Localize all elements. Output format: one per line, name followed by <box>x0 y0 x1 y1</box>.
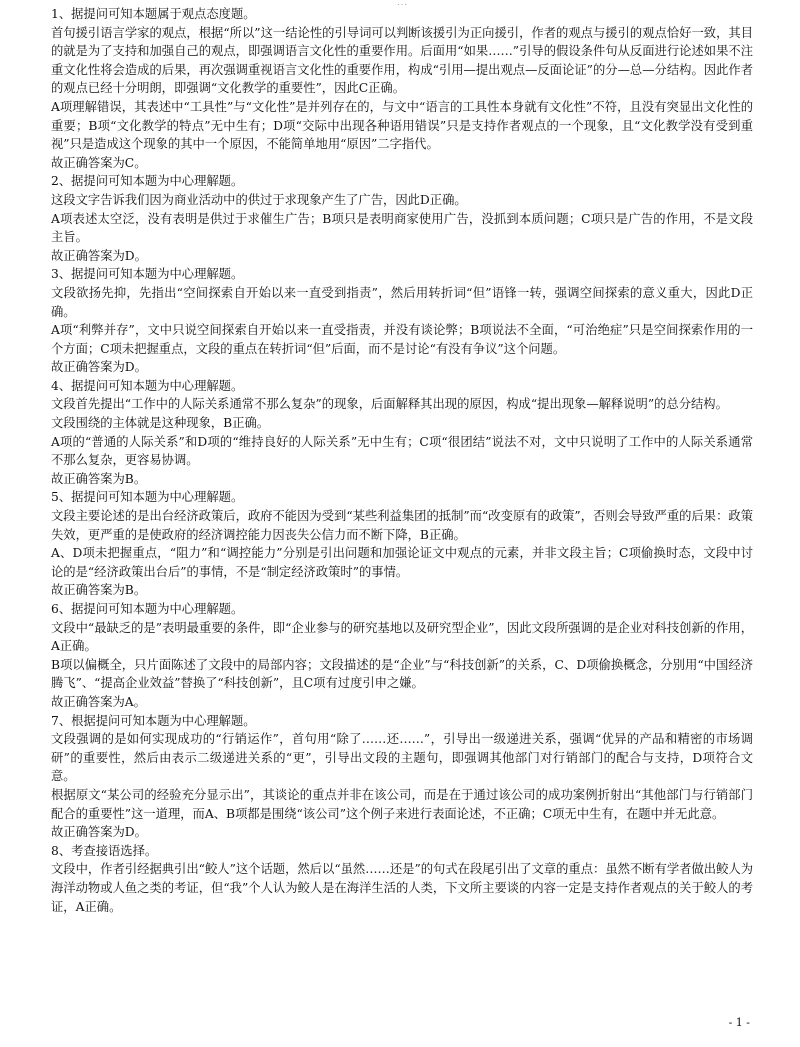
explanation-paragraph: 故正确答案为D。 <box>51 360 147 375</box>
question-explanation <box>51 712 753 842</box>
document-page <box>51 0 753 916</box>
question-heading: 7、根据提问可知本题为中心理解题。 <box>51 713 256 728</box>
explanation-paragraph: 故正确答案为D。 <box>51 248 147 263</box>
question-explanation <box>51 5 753 172</box>
explanation-paragraph: 文段中“最缺乏的是”表明最重要的条件，即“企业参与的研究基地以及研究型企业”，因此文段所强调的是企业对科技创新的作用，A正确。 <box>51 620 753 654</box>
explanation-paragraph: 这段文字告诉我们因为商业活动中的供过于求现象产生了广告，因此D正确。 <box>51 192 467 207</box>
explanation-paragraph: A项的“普通的人际关系”和D项的“维持良好的人际关系”无中生有；C项“很团结”说法不对，文中只说明了工作中的人际关系通常不那么复杂，更容易协调。 <box>51 434 753 468</box>
question-explanation <box>51 842 753 916</box>
explanation-paragraph: A、D项未把握重点，“阻力”和“调控能力”分别是引出问题和加强论证文中观点的元素，并非文段主旨；C项偷换时态，文段中讨论的是“经济政策出台后”的事情，不是“制定经济政策时”的事情。 <box>51 546 754 579</box>
explanation-paragraph: 故正确答案为A。 <box>51 694 146 709</box>
explanation-paragraph: 故正确答案为B。 <box>51 471 147 486</box>
explanation-paragraph: 文段中，作者引经据典引出“鲛人”这个话题，然后以“虽然……还是”的句式在段尾引出了文章的重点：虽然不断有学者做出鲛人为海洋动物或人鱼之类的考证，但“我”个人认为鲛人是在海洋生活的人类，下文所主要谈的内容一定是支持作者观点的关于鲛人的考证，A正确。 <box>51 862 753 914</box>
explanation-paragraph: 文段欲扬先抑，先指出“空间探索自开始以来一直受到指责”，然后用转折词“但”语锋一转，强调空间探索的意义重大，因此D正确。 <box>51 285 753 319</box>
explanation-paragraph: 文段围绕的主体就是这种现象，B正确。 <box>51 416 270 431</box>
explanation-paragraph: 首句援引语言学家的观点，根据“所以”这一结论性的引导词可以判断该援引为正向援引，作者的观点与援引的观点恰好一致，其目的就是为了支持和加强自己的观点，即强调语言文化性的重要作用。后面用“如果……”引导的假设条件句从反面进行论述如果不注重文化性将会造成的后果，再次强调重视语言文化性的重要作用，构成“引用—提出观点—反面论证”的分—总—分结构。因此作者的观点已经十分明朗，即强调“文化教学的重要性”，因此C正确。 <box>51 25 753 96</box>
explanation-paragraph: 故正确答案为C。 <box>51 155 147 170</box>
explanation-paragraph: B项以偏概全，只片面陈述了文段中的局部内容；文段描述的是“企业”与“科技创新”的关系，C、D项偷换概念，分别用“中国经济腾飞”、“提高企业效益”替换了“科技创新”，且C项有过度引申之嫌。 <box>51 657 753 691</box>
page-number: - 1 - <box>728 1016 750 1029</box>
explanation-paragraph: A项表述太空泛，没有表明是供过于求催生广告；B项只是表明商家使用广告，没抓到本质问题；C项只是广告的作用，不是文段主旨。 <box>51 211 753 245</box>
question-heading: 2、据提问可知本题为中心理解题。 <box>51 174 244 189</box>
explanation-paragraph: 文段强调的是如何实现成功的“行销运作”，首句用“除了……还……”，引导出一级递进关系，强调“优异的产品和精密的市场调研”的重要性，然后由表示二级递进关系的“更”，引导出文段的主题句，即强调其他部门对行销部门的配合与支持，D项符合文意。 <box>51 732 753 784</box>
question-explanation <box>51 600 753 712</box>
explanation-paragraph: 文段首先提出“工作中的人际关系通常不那么复杂”的现象，后面解释其出现的原因，构成“提出现象—解释说明”的总分结构。 <box>51 397 728 412</box>
question-heading: 1、据提问可知本题属于观点态度题。 <box>51 7 256 21</box>
question-explanation <box>51 172 753 265</box>
question-explanation <box>51 488 753 600</box>
question-heading: 4、据提问可知本题为中心理解题。 <box>51 378 244 393</box>
explanation-paragraph: 故正确答案为B。 <box>51 583 147 598</box>
explanation-paragraph: 文段主要论述的是出台经济政策后，政府不能因为受到“某些利益集团的抵制”而“改变原有的政策”，否则会导致严重的后果：政策失效，更严重的是使政府的经济调控能力因丧失公信力而不断下降，B正确。 <box>51 509 753 542</box>
question-explanation <box>51 265 753 377</box>
explanation-paragraph: 故正确答案为D。 <box>51 825 147 840</box>
question-heading: 8、考查接语选择。 <box>51 843 158 858</box>
explanation-paragraph: A项“利弊并存”，文中只说空间探索自开始以来一直受指责，并没有谈论弊；B项说法不全面，“可治绝症”只是空间探索作用的一个方面；C项未把握重点，文段的重点在转折词“但”后面，而不是讨论“有没有争议”这个问题。 <box>51 323 753 356</box>
explanation-paragraph: 根据原文“某公司的经验充分显示出”，其谈论的重点并非在该公司，而是在于通过该公司的成功案例折射出“其他部门与行销部门配合的重要性”这一道理，而A、B项都是围绕“该公司”这个例子来进行表面论述，不正确；C项无中生有，在题中并无此意。 <box>51 787 753 821</box>
question-heading: 5、据提问可知本题为中心理解题。 <box>51 490 244 505</box>
explanation-paragraph: A项理解错误，其表述中“工具性”与“文化性”是并列存在的，与文中“语言的工具性本身就有文化性”不符，且没有突显出文化性的重要；B项“文化教学的特点”无中生有；D项“交际中出现各种语用错误”只是支持作者观点的一个现象，且“文化教学没有受到重视”只是造成这个现象的其中一个原因，不能简单地用“原因”二字指代。 <box>51 99 753 152</box>
document-body <box>51 5 753 916</box>
question-heading: 3、据提问可知本题为中心理解题。 <box>51 267 244 282</box>
question-heading: 6、据提问可知本题为中心理解题。 <box>51 602 244 616</box>
question-explanation <box>51 377 753 489</box>
